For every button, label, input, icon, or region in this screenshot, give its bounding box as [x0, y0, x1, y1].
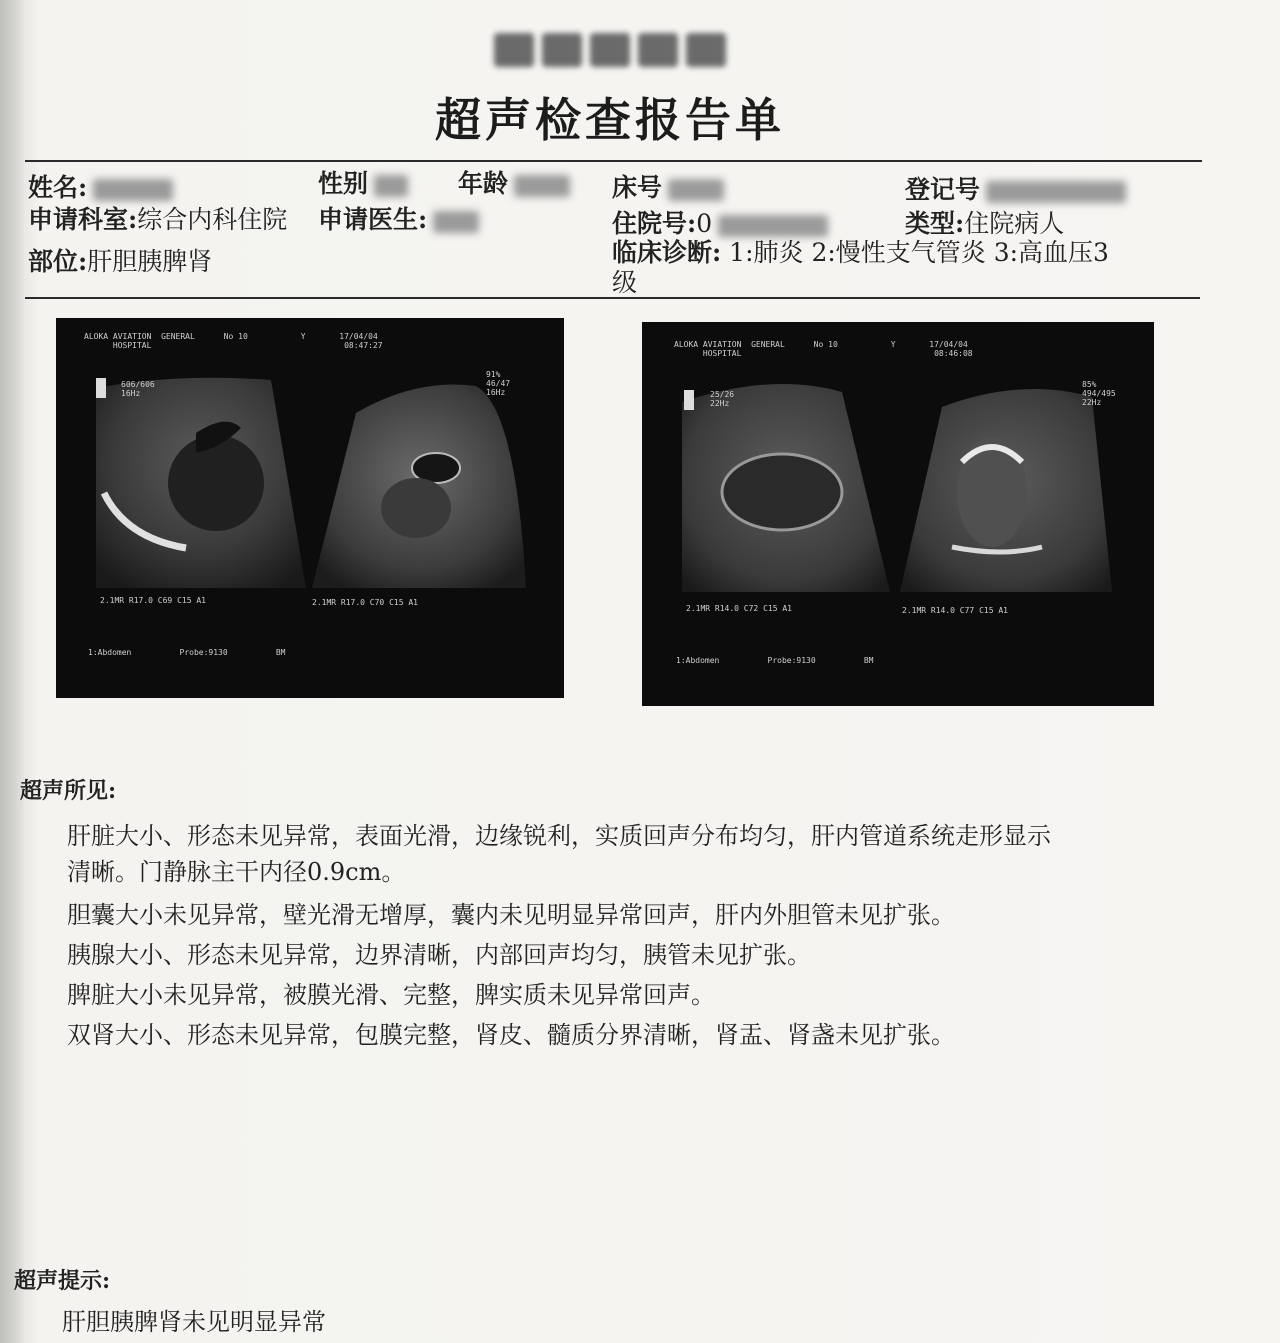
patient-dept: [28, 200, 287, 236]
scan-2-bottom-left: 2.1MR R14.0 C72 C15 A1: [686, 604, 792, 613]
patient-doctor: [318, 200, 479, 236]
ultrasound-image-2: [642, 322, 1154, 706]
scan-2-footer: 1:Abdomen Probe:9130 BM: [676, 656, 874, 665]
scan-2-header-line-2: HOSPITAL 08:46:08: [674, 349, 973, 358]
clinical-diagnosis: [612, 238, 1112, 298]
page-binding-edge: [0, 0, 24, 1343]
doctor-label: 申请医生:: [318, 205, 428, 234]
scan-1-right-gain: 91% 46/47 16Hz: [486, 370, 511, 397]
type-value: 住院病人: [964, 209, 1065, 238]
scan-2-left-gain: 25/26 22Hz: [710, 390, 735, 408]
bed-label: 床号: [612, 173, 663, 202]
patient-type: [905, 204, 1064, 240]
doctor-redacted: [433, 211, 479, 233]
patient-bed: [612, 168, 724, 204]
scan-2-bottom-right: 2.1MR R14.0 C77 C15 A1: [902, 606, 1008, 615]
register-redacted: [986, 181, 1126, 203]
ultrasound-image-1: [56, 318, 564, 698]
patient-inpatient-no: [612, 204, 828, 240]
patient-age: [458, 164, 570, 200]
scan-1-header-line-1: ALOKA AVIATION GENERAL No 10 Y 17/04/04: [84, 332, 378, 341]
name-redacted: [93, 179, 173, 201]
inpatient-redacted: [718, 215, 828, 237]
finding-line-1: 肝脏大小、形态未见异常，表面光滑，边缘锐利，实质回声分布均匀，肝内管道系统走形显示: [67, 822, 1051, 850]
scan-2-right-gain: 85% 494/495 22Hz: [1082, 380, 1116, 407]
age-redacted: [514, 175, 570, 197]
conclusion-title: 超声提示:: [14, 1268, 111, 1294]
site-label: 部位:: [28, 247, 88, 276]
inpatient-label: 住院号:: [612, 209, 697, 238]
age-label: 年龄: [458, 169, 509, 198]
scan-1-bottom-right: 2.1MR R17.0 C70 C15 A1: [312, 598, 418, 607]
dept-value: 综合内科住院: [137, 205, 288, 234]
finding-line-4: 胰腺大小、形态未见异常，边界清晰，内部回声均匀，胰管未见扩张。: [67, 941, 811, 969]
patient-site: [28, 242, 212, 278]
gender-redacted: [374, 175, 408, 197]
finding-line-6: 双肾大小、形态未见异常，包膜完整，肾皮、髓质分界清晰，肾盂、肾盏未见扩张。: [67, 1021, 955, 1049]
conclusion-text: 肝胆胰脾肾未见明显异常: [62, 1308, 326, 1336]
ultrasound-scan-2: [642, 322, 1154, 706]
bed-redacted: [668, 179, 724, 201]
patient-name: [28, 168, 173, 204]
scan-1-header-line-2: HOSPITAL 08:47:27: [84, 341, 383, 350]
hospital-name-blurred: [480, 28, 740, 72]
diagnosis-value: 1:肺炎 2:慢性支气管炎 3:高血压3级: [612, 238, 1109, 297]
finding-line-2: 清晰。门静脉主干内径0.9cm。: [67, 858, 406, 886]
findings-title: 超声所见:: [20, 778, 117, 804]
page-title: 超声检查报告单: [435, 93, 785, 147]
scan-1-footer: 1:Abdomen Probe:9130 BM: [88, 648, 286, 657]
dept-label: 申请科室:: [28, 205, 138, 234]
finding-line-3: 胆囊大小未见异常，壁光滑无增厚，囊内未见明显异常回声，肝内外胆管未见扩张。: [67, 901, 955, 929]
patient-register: [905, 170, 1126, 206]
patient-gender: [318, 164, 408, 200]
scan-1-left-gain: 606/606 16Hz: [121, 380, 155, 398]
site-value: 肝胆胰脾肾: [87, 247, 213, 276]
diagnosis-label: 临床诊断:: [612, 238, 722, 267]
header-divider: [25, 160, 1202, 162]
type-label: 类型:: [905, 209, 965, 238]
gender-label: 性别: [318, 169, 369, 198]
scan-1-bottom-left: 2.1MR R17.0 C69 C15 A1: [100, 596, 206, 605]
inpatient-value: 0: [696, 209, 713, 238]
info-divider: [25, 297, 1200, 299]
name-label: 姓名:: [28, 173, 88, 202]
finding-line-5: 脾脏大小未见异常，被膜光滑、完整，脾实质未见异常回声。: [67, 981, 715, 1009]
scan-2-header-line-1: ALOKA AVIATION GENERAL No 10 Y 17/04/04: [674, 340, 968, 349]
register-label: 登记号: [905, 175, 981, 204]
